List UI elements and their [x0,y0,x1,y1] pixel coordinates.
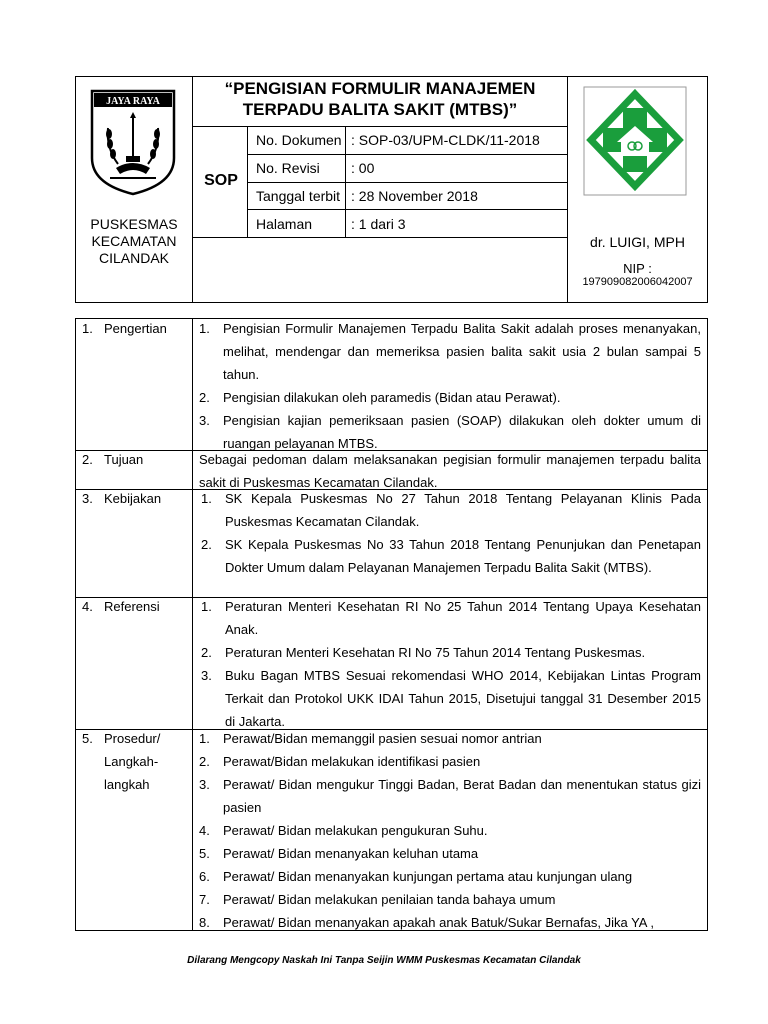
list-item [199,533,701,579]
copyright-footer: Dilarang Mengcopy Naskah Ini Tanpa Seijin WMM Puskesmas Kecamatan Cilandak [187,955,581,966]
svg-text:JAYA RAYA: JAYA RAYA [106,96,160,107]
list-item [199,773,701,819]
item-number: 1. [201,491,212,506]
section-number: 5. [82,731,93,746]
section-title-line-1: Prosedur/ [104,731,161,746]
puskesmas-name [76,216,192,267]
item-number: 3. [201,668,212,683]
item-number: 1. [201,599,212,614]
header-rule-2 [247,154,567,155]
doc-number-value: : SOP-03/UPM-CLDK/11-2018 [351,132,540,148]
page-value: : 1 dari 3 [351,216,406,232]
item-number: 6. [199,869,210,884]
puskesmas-line-2: KECAMATAN [91,233,177,249]
item-text: Perawat/ Bidan menanyakan apakah anak Batuk/Sukar Bernafas, Jika YA , [223,915,654,930]
list-item [199,386,701,409]
list-item [199,842,701,865]
section-title: Pengertian [104,321,167,336]
sop-title-line-2: TERPADU BALITA SAKIT (MTBS)” [242,100,518,119]
item-text: Peraturan Menteri Kesehatan RI No 25 Tahun 2014 Tentang Upaya Kesehatan Anak. [225,599,701,637]
list-item [199,595,701,641]
sop-label: SOP [204,172,238,189]
section-label-pengertian [82,317,167,340]
item-text: SK Kepala Puskesmas No 27 Tahun 2018 Tentang Pelayanan Klinis Pada Puskesmas Kecamatan Cilandak. [225,491,701,529]
list-item [199,487,701,533]
header-rule-1 [192,126,567,127]
list-item [199,888,701,911]
section-text-tujuan: Sebagai pedoman dalam melaksanakan pegisian formulir manajemen terpadu balita sakit di Puskesmas Kecamatan Cilandak. [199,452,701,490]
item-text: Perawat/ Bidan mengukur Tinggi Badan, Berat Badan dan menentukan status gizi pasien [223,777,701,815]
item-number: 3. [199,413,210,428]
list-item [199,641,701,664]
puskesmas-line-3: CILANDAK [98,250,170,266]
section-title: Kebijakan [104,491,162,506]
header-rule-5 [192,237,567,238]
issue-date-label: Tanggal terbit [256,188,341,204]
item-number: 1. [199,321,210,336]
item-text: SK Kepala Puskesmas No 33 Tahun 2018 Tentang Penunjukan dan Penetapan Dokter Umum dalam Pelayanan Manajemen Terpadu Balita Sakit (MTBS). [225,537,701,575]
item-number: 2. [199,754,210,769]
section-number: 1. [82,321,93,336]
puskesmas-line-1: PUSKESMAS [90,216,178,232]
item-number: 2. [201,645,212,660]
section-number: 4. [82,599,93,614]
sop-title-line-1: “PENGISIAN FORMULIR MANAJEMEN [224,79,536,98]
item-text: Perawat/ Bidan melakukan pengukuran Suhu. [223,823,488,838]
section-title-line-2: Langkah- [104,754,159,769]
page-label: Halaman [256,216,313,232]
section-label-prosedur [82,727,160,796]
item-number: 4. [199,823,210,838]
item-number: 2. [199,390,210,405]
table-column-divider [192,318,193,931]
list-item [199,664,701,733]
list-item [199,317,701,386]
item-number: 8. [199,915,210,930]
item-text: Pengisian dilakukan oleh paramedis (Bidan atau Perawat). [223,390,561,405]
section-title-line-3: langkah [104,777,150,792]
signer-name: dr. LUIGI, MPH [590,234,685,250]
item-number: 5. [199,846,210,861]
item-text: Pengisian kajian pemeriksaan pasien (SOAP) dilakukan oleh dokter umum di ruangan pelayanan MTBS. [223,413,701,451]
list-item [199,750,701,773]
nip-label: NIP : [623,261,652,276]
item-text: Perawat/ Bidan menanyakan keluhan utama [223,846,479,861]
revision-value: : 00 [351,160,375,176]
item-text: Buku Bagan MTBS Sesuai rekomendasi WHO 2014, Kebijakan Lintas Program Terkait dan Protokol UKK IDAI Tahun 2015, Disetujui tanggal 31 Desember 2015 di Jakarta. [225,668,701,729]
item-text: Perawat/ Bidan menanyakan kunjungan pertama atau kunjungan ulang [223,869,633,884]
list-item [199,911,701,934]
section-label-referensi [82,595,160,618]
item-text: Perawat/ Bidan melakukan penilaian tanda bahaya umum [223,892,556,907]
list-item [199,865,701,888]
item-number: 3. [199,777,210,792]
sop-title [193,78,567,120]
list-item [199,819,701,842]
issue-date-value: : 28 November 2018 [351,188,478,204]
header-rule-4 [247,209,567,210]
revision-label: No. Revisi [256,160,320,176]
list-item [199,727,701,750]
item-text: Perawat/Bidan memanggil pasien sesuai nomor antrian [223,731,542,746]
header-rule-3 [247,182,567,183]
item-number: 2. [201,537,212,552]
item-text: Peraturan Menteri Kesehatan RI No 75 Tahun 2014 Tentang Puskesmas. [225,645,646,660]
nip-value: 197909082006042007 [582,276,693,288]
item-number: 7. [199,892,210,907]
section-number: 2. [82,452,93,467]
item-number: 1. [199,731,210,746]
section-label-tujuan [82,448,143,471]
section-label-kebijakan [82,487,161,510]
section-title: Referensi [104,599,160,614]
doc-number-label: No. Dokumen [256,132,342,148]
puskesmas-logo-icon [583,86,687,196]
item-text: Pengisian Formulir Manajemen Terpadu Balita Sakit adalah proses menanyakan, melihat, mendengar dan memeriksa pasien balita sakit usia 2 bulan sampai 5 tahun. [223,321,701,382]
jakarta-emblem-icon [88,88,178,196]
section-title: Tujuan [104,452,144,467]
item-text: Perawat/Bidan melakukan identifikasi pasien [223,754,481,769]
section-number: 3. [82,491,93,506]
